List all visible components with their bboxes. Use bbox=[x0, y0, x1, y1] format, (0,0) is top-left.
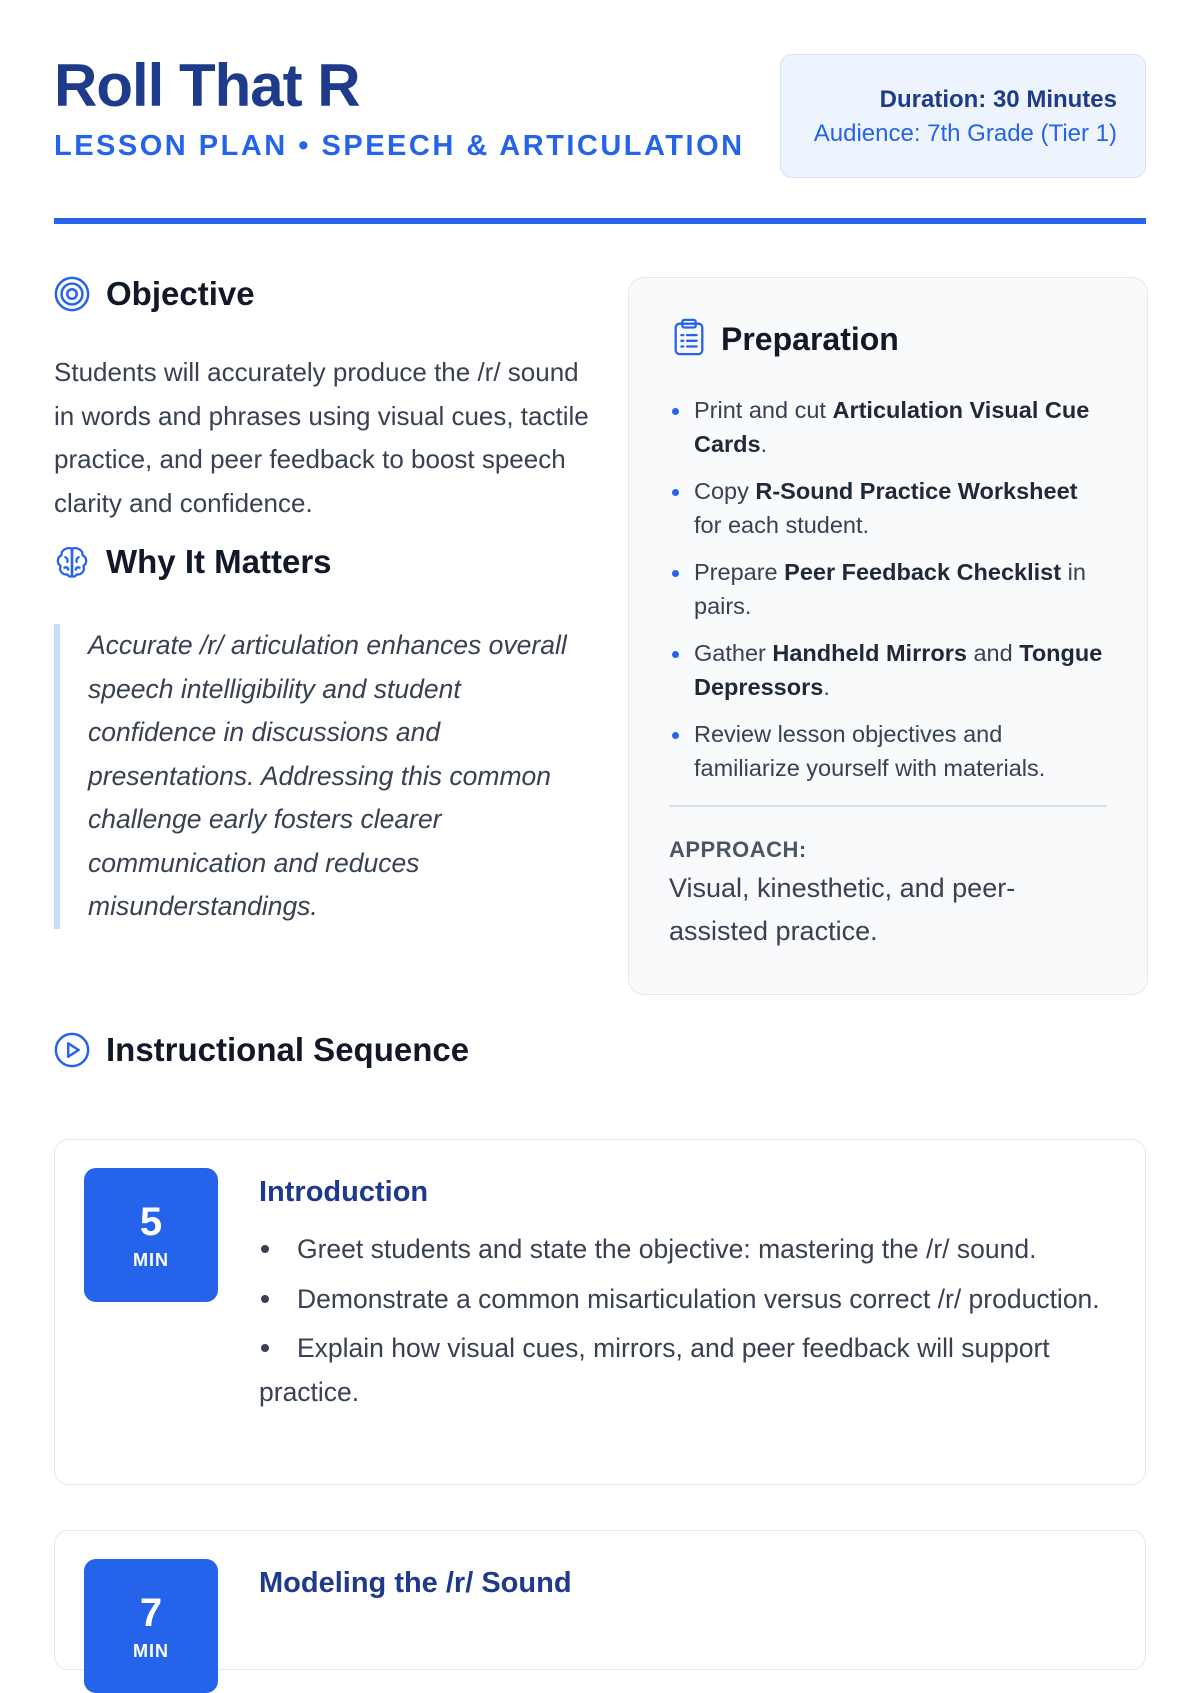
page-title: Roll That R bbox=[54, 52, 360, 119]
bullet-icon bbox=[261, 1295, 269, 1303]
list-item: Print and cut Articulation Visual Cue Cards. bbox=[669, 393, 1107, 461]
lesson-header bbox=[54, 52, 1146, 224]
list-item: Copy R-Sound Practice Worksheet for each student. bbox=[669, 474, 1107, 542]
preparation-heading bbox=[671, 318, 1107, 361]
step-minutes: 7 bbox=[139, 1591, 163, 1635]
preparation-list bbox=[669, 393, 1107, 785]
lesson-meta-box bbox=[780, 54, 1146, 178]
sequence-step bbox=[54, 1139, 1146, 1485]
sequence-step bbox=[54, 1530, 1146, 1670]
sequence-title: Instructional Sequence bbox=[106, 1031, 470, 1068]
objective-heading bbox=[52, 274, 255, 314]
sequence-heading bbox=[52, 1030, 469, 1070]
target-icon bbox=[52, 274, 92, 314]
preparation-card bbox=[628, 277, 1148, 995]
header-divider bbox=[54, 218, 1146, 224]
why-quote: Accurate /r/ articulation enhances overall speech intelligibility and student confidence in discussions and presentations. Addressing this common challenge early fosters clearer communication and reduces misunderstandings. bbox=[54, 624, 594, 929]
objective-text: Students will accurately produce the /r/ sound in words and phrases using visual cues, tactile practice, and peer feedback to boost speech clarity and confidence. bbox=[54, 357, 589, 518]
step-title: Introduction bbox=[259, 1176, 429, 1208]
preparation-title: Preparation bbox=[721, 321, 899, 357]
bullet-icon bbox=[261, 1245, 269, 1253]
list-item: Prepare Peer Feedback Checklist in pairs. bbox=[669, 555, 1107, 623]
play-circle-icon bbox=[52, 1030, 92, 1070]
step-body bbox=[259, 1174, 1119, 1420]
preparation-divider bbox=[669, 805, 1107, 807]
step-minutes: 5 bbox=[139, 1200, 163, 1244]
list-item: Review lesson objectives and familiarize yourself with materials. bbox=[669, 717, 1107, 785]
bullet-icon bbox=[261, 1344, 269, 1352]
step-title: Modeling the /r/ Sound bbox=[259, 1567, 572, 1599]
duration-badge bbox=[84, 1168, 218, 1302]
brain-icon bbox=[52, 542, 92, 582]
list-item: Explain how visual cues, mirrors, and peer feedback will support practice. bbox=[259, 1333, 1050, 1407]
list-item: Demonstrate a common misarticulation versus correct /r/ production. bbox=[259, 1278, 1119, 1322]
duration-label: Duration: 30 Minutes bbox=[879, 86, 1117, 113]
list-item: Gather Handheld Mirrors and Tongue Depressors. bbox=[669, 636, 1107, 704]
step-unit: MIN bbox=[133, 1250, 169, 1270]
approach-label: APPROACH: bbox=[669, 836, 807, 862]
step-unit: MIN bbox=[133, 1641, 169, 1661]
page-subtitle: LESSON PLAN • SPEECH & ARTICULATION bbox=[54, 130, 745, 162]
audience-label: Audience: 7th Grade (Tier 1) bbox=[813, 120, 1117, 147]
approach-text: Visual, kinesthetic, and peer-assisted practice. bbox=[669, 872, 1016, 946]
objective-title: Objective bbox=[106, 275, 255, 312]
step-list bbox=[259, 1228, 1119, 1414]
step-body bbox=[259, 1565, 1119, 1601]
duration-badge bbox=[84, 1559, 218, 1693]
why-title: Why It Matters bbox=[106, 543, 332, 580]
clipboard-icon bbox=[671, 318, 707, 361]
why-heading bbox=[52, 542, 332, 582]
list-item: Greet students and state the objective: mastering the /r/ sound. bbox=[259, 1228, 1119, 1272]
